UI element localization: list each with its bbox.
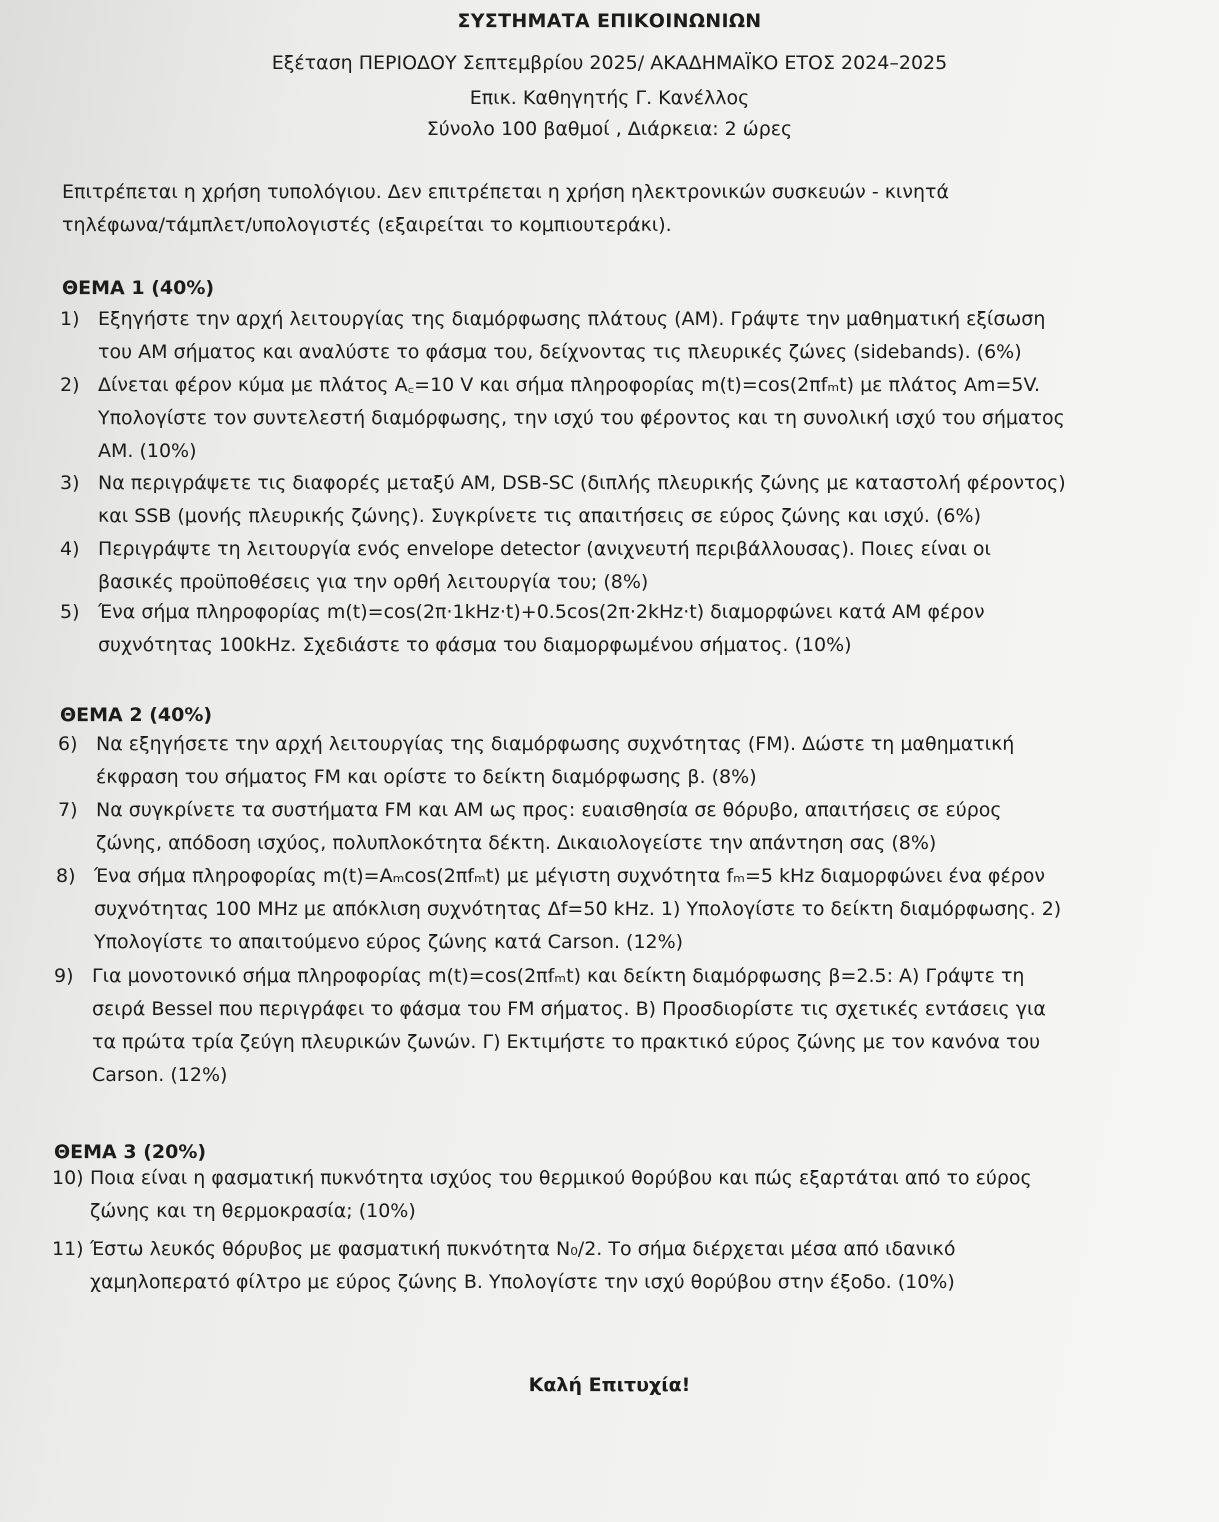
question-number: 6) (58, 733, 78, 755)
question-line: χαμηλοπερατό φίλτρο με εύρος ζώνης B. Υπολογίστε την ισχύ θορύβου στην έξοδο. (10%) (90, 1271, 955, 1293)
question-line: ζώνης και τη θερμοκρασία; (10%) (90, 1200, 416, 1222)
exam-title: ΣΥΣΤΗΜΑΤΑ ΕΠΙΚΟΙΝΩΝΙΩΝ (457, 10, 762, 32)
question-line: Υπολογίστε τον συντελεστή διαμόρφωσης, την ισχύ του φέροντος και τη συνολική ισχύ του σήματος (98, 407, 1065, 429)
question-number: 11) (52, 1238, 84, 1260)
question-line: Για μονοτονικό σήμα πληροφορίας m(t)=cos(2πfₘt) και δείκτη διαμόρφωσης β=2.5: Α) Γράψτε τη (92, 965, 1025, 987)
question-line: Περιγράψτε τη λειτουργία ενός envelope detector (ανιχνευτή περιβάλλουσας). Ποιες είναι οι (98, 538, 991, 560)
exam-period: Εξέταση ΠΕΡΙΟΔΟΥ Σεπτεμβρίου 2025/ ΑΚΑΔΗΜΑΪΚΟ ΕΤΟΣ 2024–2025 (271, 52, 948, 74)
section-heading: ΘΕΜΑ 3 (20%) (54, 1141, 207, 1163)
section-heading: ΘΕΜΑ 1 (40%) (62, 277, 215, 299)
question-line: έκφραση του σήματος FM και ορίστε το δείκτη διαμόρφωσης β. (8%) (96, 766, 757, 788)
question-line: Δίνεται φέρον κύμα με πλάτος A꜀=10 V και σήμα πληροφορίας m(t)=cos(2πfₘt) με πλάτος Am=5V. (98, 374, 1041, 396)
question-line: Να συγκρίνετε τα συστήματα FM και AM ως προς: ευαισθησία σε θόρυβο, απαιτήσεις σε εύρος (96, 799, 1002, 821)
question-line: Ένα σήμα πληροφορίας m(t)=cos(2π·1kHz·t)+0.5cos(2π·2kHz·t) διαμορφώνει κατά AM φέρον (98, 601, 985, 623)
question-line: συχνότητας 100kHz. Σχεδιάστε το φάσμα του διαμορφωμένου σήματος. (10%) (98, 634, 852, 656)
section-heading: ΘΕΜΑ 2 (40%) (60, 704, 213, 726)
question-number: 8) (56, 865, 76, 887)
question-line: τα πρώτα τρία ζεύγη πλευρικών ζωνών. Γ) Εκτιμήστε το πρακτικό εύρος ζώνης με τον κανόνα του (92, 1031, 1041, 1053)
question-line: Να περιγράψετε τις διαφορές μεταξύ AM, DSB-SC (διπλής πλευρικής ζώνης με καταστολή φέροντος) (98, 472, 1066, 494)
question-line: συχνότητας 100 MHz με απόκλιση συχνότητας Δf=50 kHz. 1) Υπολογίστε το δείκτη διαμόρφωσης. 2) (94, 898, 1062, 920)
question-number: 3) (60, 472, 80, 494)
exam-totals: Σύνολο 100 βαθμοί , Διάρκεια: 2 ώρες (426, 118, 793, 140)
question-line: Ποια είναι η φασματική πυκνότητα ισχύος του θερμικού θορύβου και πώς εξαρτάται από το εύρος (90, 1167, 1032, 1189)
question-number: 2) (60, 374, 80, 396)
question-line: AM. (10%) (98, 440, 197, 462)
question-line: του AM σήματος και αναλύστε το φάσμα του, δείχνοντας τις πλευρικές ζώνες (sidebands). (6%) (98, 341, 1022, 363)
question-line: Carson. (12%) (92, 1064, 228, 1086)
question-number: 7) (58, 799, 78, 821)
notice-line: τηλέφωνα/τάμπλετ/υπολογιστές (εξαιρείται το κομπιουτεράκι). (62, 214, 672, 236)
question-line: ζώνης, απόδοση ισχύος, πολυπλοκότητα δέκτη. Δικαιολογείστε την απάντηση σας (8%) (96, 832, 937, 854)
exam-professor: Επικ. Καθηγητής Γ. Κανέλλος (469, 87, 750, 109)
question-number: 5) (60, 601, 80, 623)
question-line: Ένα σήμα πληροφορίας m(t)=Aₘcos(2πfₘt) με μέγιστη συχνότητα fₘ=5 kHz διαμορφώνει ένα φέρον (94, 865, 1046, 887)
question-number: 9) (54, 965, 74, 987)
closing-wish: Καλή Επιτυχία! (528, 1374, 691, 1396)
exam-notice (62, 176, 1162, 242)
question-line: Εξηγήστε την αρχή λειτουργίας της διαμόρφωσης πλάτους (AM). Γράψτε την μαθηματική εξίσωση (98, 308, 1046, 330)
question-line: και SSB (μονής πλευρικής ζώνης). Συγκρίνετε τις απαιτήσεις σε εύρος ζώνης και ισχύ. (6%) (98, 505, 981, 527)
question-line: Έστω λευκός θόρυβος με φασματική πυκνότητα N₀/2. Το σήμα διέρχεται μέσα από ιδανικό (90, 1238, 956, 1260)
question-line: βασικές προϋποθέσεις για την ορθή λειτουργία του; (8%) (98, 571, 649, 593)
question-line: Υπολογίστε το απαιτούμενο εύρος ζώνης κατά Carson. (12%) (94, 931, 684, 953)
question-number: 10) (52, 1167, 84, 1189)
question-line: Να εξηγήσετε την αρχή λειτουργίας της διαμόρφωσης συχνότητας (FM). Δώστε τη μαθηματική (96, 733, 1015, 755)
question-number: 1) (60, 308, 80, 330)
notice-line: Επιτρέπεται η χρήση τυπολόγιου. Δεν επιτρέπεται η χρήση ηλεκτρονικών συσκευών - κινητά (62, 181, 949, 203)
question-line: σειρά Bessel που περιγράφει το φάσμα του FM σήματος. Β) Προσδιορίστε τις σχετικές εντάσεις για (92, 998, 1046, 1020)
question-number: 4) (60, 538, 80, 560)
